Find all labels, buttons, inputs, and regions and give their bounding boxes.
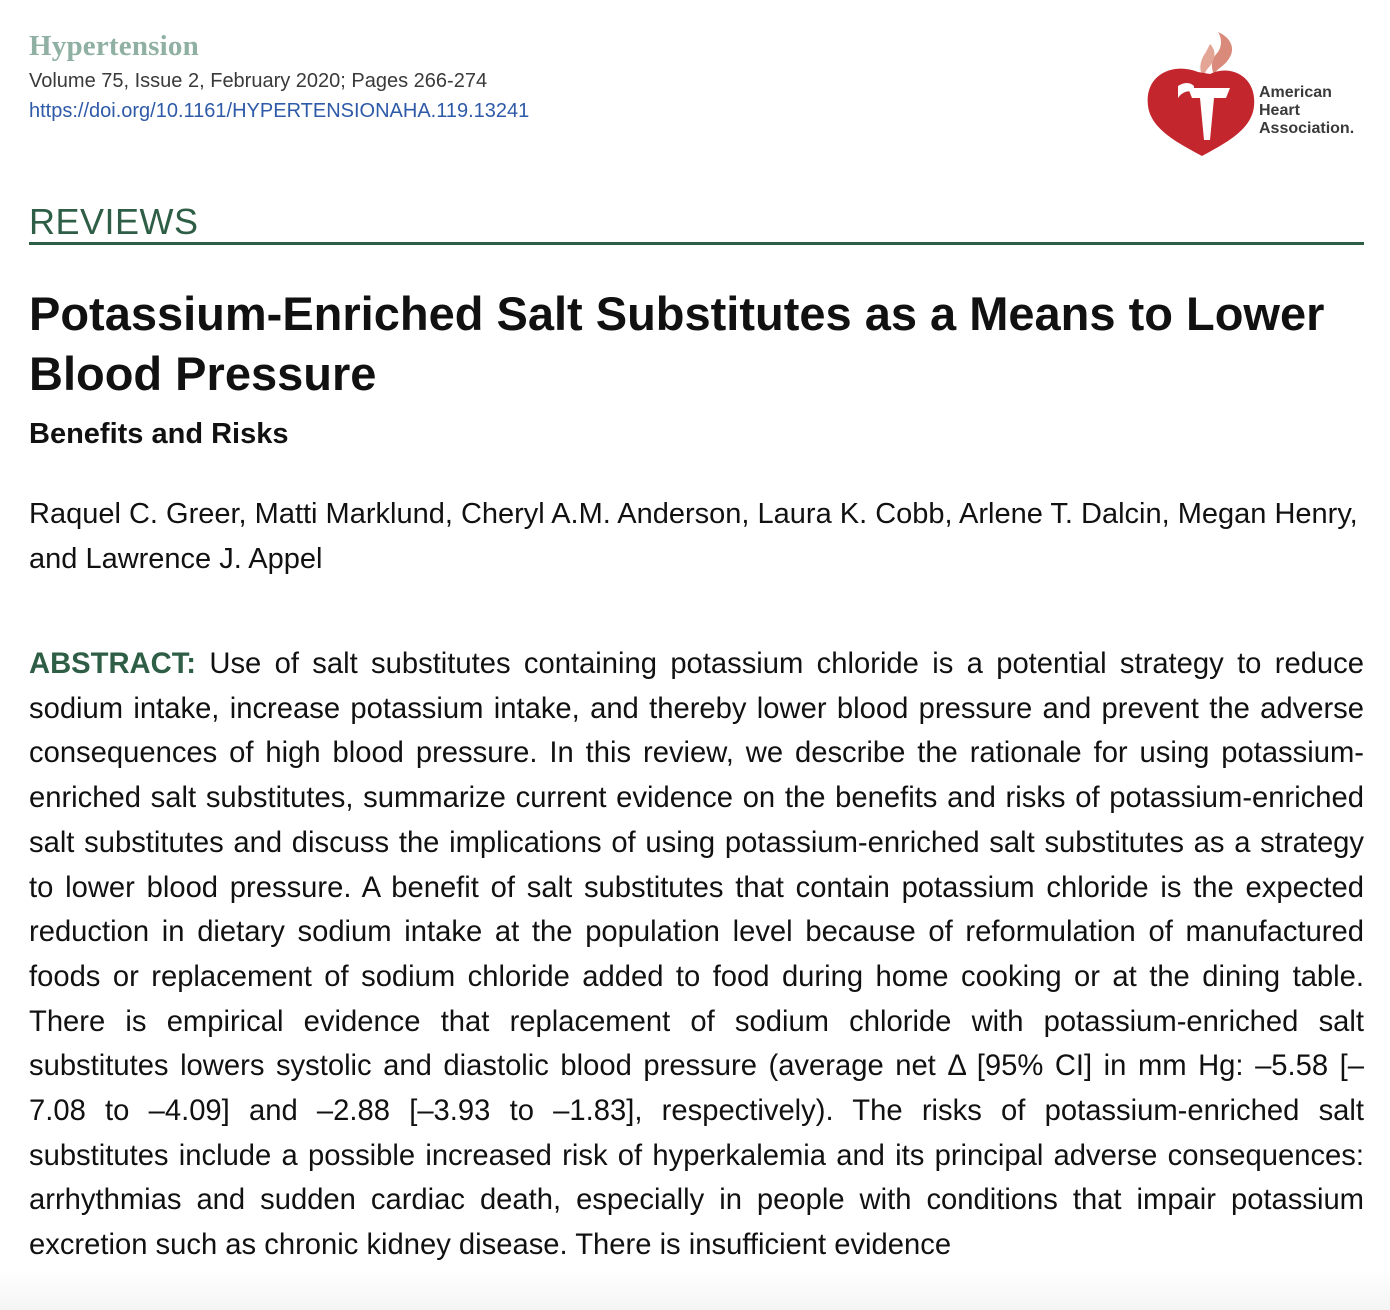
volume-issue-line: Volume 75, Issue 2, February 2020; Pages 266-274: [29, 70, 488, 92]
bottom-fade: [0, 1270, 1390, 1310]
article-subtitle: Benefits and Risks: [29, 418, 289, 450]
abstract-text: Use of salt substitutes containing potassium chloride is a potential strategy to reduce sodium intake, increase potassium intake, and thereby lower blood pressure and prevent the adverse consequences of high blood pressure. In this review, we describe the rationale for using potassium-enriched salt substitutes, summarize current evidence on the benefits and risks of potassium-enriched salt substitutes and discuss the implications of using potassium-enriched salt substitutes as a strategy to lower blood pressure. A benefit of salt substitutes that contain potassium chloride is the expected reduction in dietary sodium intake at the population level because of reformulation of manufactured foods or replacement of sodium chloride added to food during home cooking or at the dining table. There is empirical evidence that replacement of sodium chloride with potassium-enriched salt substitutes lowers systolic and diastolic blood pressure (average net Δ [95% CI] in mm Hg: –5.58 [–7.08 to –4.09] and –2.88 [–3.93 to –1.83], respectively). The risks of potassium-enriched salt substitutes include a possible increased risk of hyperkalemia and its principal adverse consequences: arrhythmias and sudden cardiac death, especially in people with conditions that impair potassium excretion such as chronic kidney disease. There is insufficient evidence: [29, 648, 1364, 1262]
logo-line-1: American: [1259, 84, 1332, 101]
article-title: Potassium-Enriched Salt Substitutes as a Means to Lower Blood Pressure: [29, 287, 1325, 400]
section-divider: [29, 242, 1364, 245]
logo-line-3: Association.: [1259, 120, 1355, 137]
logo-line-2: Heart: [1259, 102, 1300, 119]
section-label: REVIEWS: [29, 201, 199, 242]
heart-torch-icon: [1148, 32, 1255, 156]
abstract: [29, 642, 1364, 1268]
abstract-label: ABSTRACT:: [29, 648, 197, 680]
doi-link[interactable]: https://doi.org/10.1161/HYPERTENSIONAHA.119.13241: [29, 100, 530, 122]
aha-logo-text: [1259, 84, 1354, 138]
journal-name: Hypertension: [29, 30, 199, 62]
author-list: Raquel C. Greer, Matti Marklund, Cheryl A.M. Anderson, Laura K. Cobb, Arlene T. Dalcin, Megan Henry, and Lawrence J. Appel: [29, 498, 1358, 575]
